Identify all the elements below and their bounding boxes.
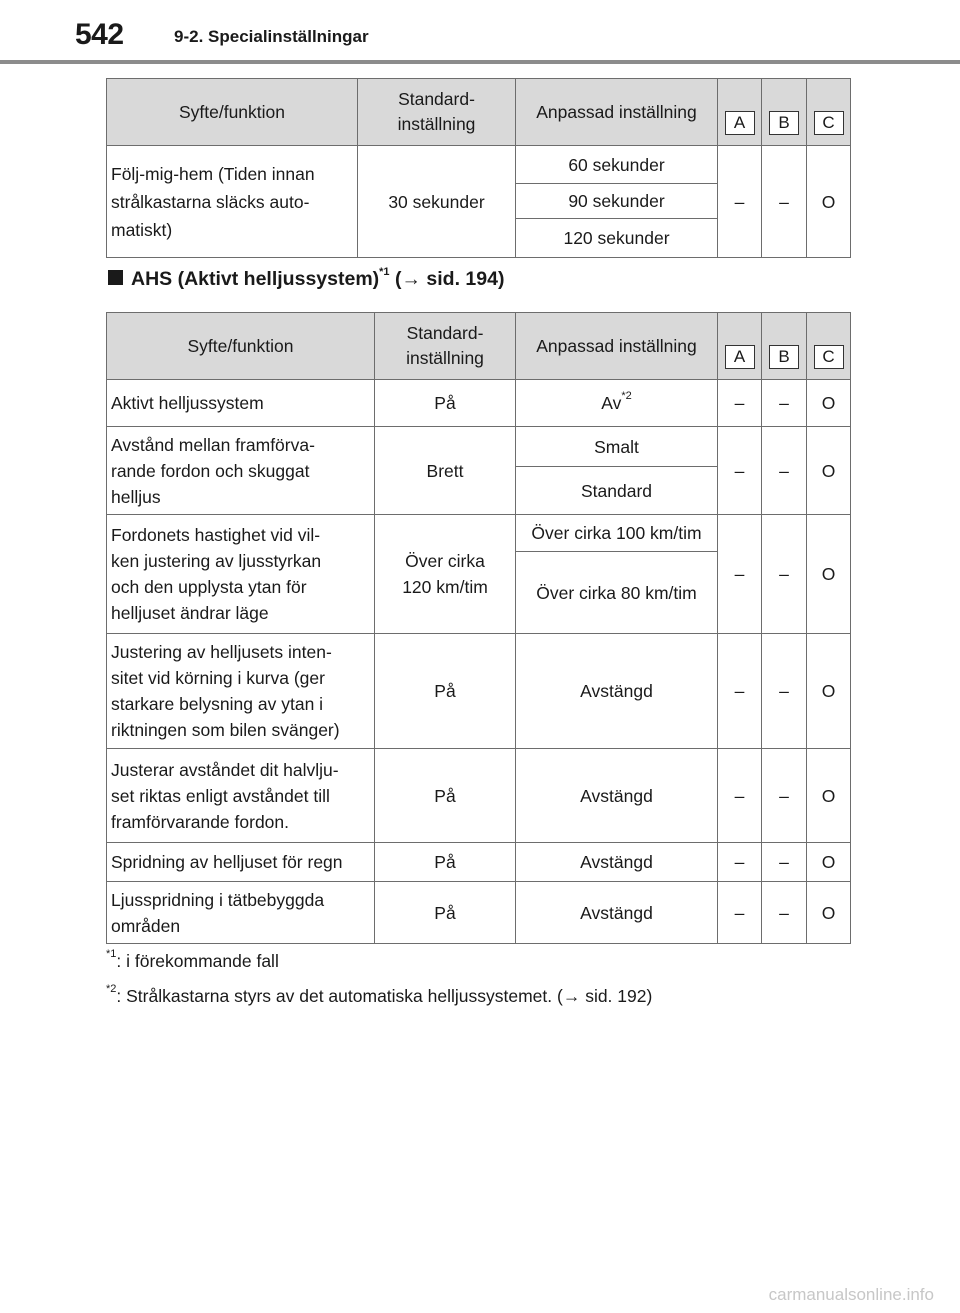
- footnote-marker: *1: [106, 948, 117, 961]
- function-line: områden: [111, 915, 181, 936]
- header-default-line2: inställning: [406, 348, 484, 368]
- page-reference[interactable]: sid. 192): [580, 986, 653, 1006]
- header-c: [807, 313, 851, 380]
- table-row: [107, 634, 851, 749]
- function-line: Ljusspridning i tätbebyggda: [111, 889, 325, 910]
- footnote-1: [106, 948, 279, 972]
- header-c: [807, 79, 851, 146]
- default-line: 120 km/tim: [402, 577, 488, 597]
- header-b: [762, 313, 807, 380]
- function-line: ken justering av ljusstyrkan: [111, 551, 322, 571]
- option-cell: Smalt: [516, 427, 718, 467]
- table-row: [107, 146, 851, 184]
- header-custom: Anpassad inställning: [516, 313, 718, 380]
- default-cell: På: [375, 634, 516, 749]
- page-reference[interactable]: sid. 194): [420, 268, 505, 290]
- subheading-text: AHS (Aktivt helljussystem): [131, 268, 380, 290]
- header-default-line1: Standard-: [398, 89, 475, 109]
- table-header-row: [107, 313, 851, 380]
- footnote-marker: *2: [106, 983, 117, 996]
- a-cell: –: [718, 882, 762, 944]
- c-cell: O: [807, 146, 851, 258]
- function-line: starkare belysning av ytan i: [111, 694, 324, 714]
- footnote-2: [106, 983, 653, 1007]
- function-line: sitet vid körning i kurva (ger: [111, 668, 325, 688]
- header-b: [762, 79, 807, 146]
- c-cell: O: [807, 380, 851, 427]
- header-divider: [0, 60, 960, 64]
- function-line: framförvarande fordon.: [111, 811, 290, 832]
- custom-cell: Avstängd: [516, 634, 718, 749]
- a-cell: –: [718, 146, 762, 258]
- c-cell: O: [807, 634, 851, 749]
- custom-cell: Avstängd: [516, 749, 718, 843]
- footnote-marker: *2: [621, 390, 632, 403]
- option-cell: 60 sekunder: [516, 146, 718, 184]
- table-row: [107, 843, 851, 882]
- column-b-icon: B: [769, 345, 799, 369]
- default-cell: På: [375, 882, 516, 944]
- table-row: [107, 882, 851, 944]
- a-cell: –: [718, 843, 762, 882]
- function-cell: [107, 634, 375, 749]
- page-header: [0, 0, 960, 70]
- c-cell: O: [807, 427, 851, 515]
- b-cell: –: [762, 427, 807, 515]
- subheading-ref-open: (: [389, 268, 402, 290]
- header-a: [718, 313, 762, 380]
- table-row: [107, 427, 851, 467]
- function-line: set riktas enligt avståndet till: [111, 785, 330, 806]
- footnote-text: : Strålkastarna styrs av det automatiska helljussystemet. (: [116, 986, 563, 1006]
- header-default: [358, 79, 516, 146]
- b-cell: –: [762, 843, 807, 882]
- default-cell: 30 sekunder: [358, 146, 516, 258]
- column-c-icon: C: [814, 111, 844, 135]
- c-cell: O: [807, 515, 851, 634]
- page-number: 542: [75, 18, 124, 51]
- c-cell: O: [807, 882, 851, 944]
- function-line: helljus: [111, 486, 161, 507]
- header-default-line1: Standard-: [406, 323, 484, 343]
- header-a: [718, 79, 762, 146]
- watermark: carmanualsonline.info: [768, 1285, 934, 1304]
- function-cell: [107, 146, 358, 258]
- function-line: riktningen som bilen svänger): [111, 720, 340, 740]
- default-cell: På: [375, 749, 516, 843]
- custom-cell: Avstängd: [516, 843, 718, 882]
- option-cell: Över cirka 100 km/tim: [516, 515, 718, 552]
- a-cell: –: [718, 634, 762, 749]
- function-cell: [107, 882, 375, 944]
- function-line: Justerar avståndet dit halvlju-: [111, 759, 339, 780]
- table-row: [107, 749, 851, 843]
- footnote-marker: *1: [379, 265, 390, 278]
- option-cell: Standard: [516, 467, 718, 515]
- function-line: Fordonets hastighet vid vil-: [111, 525, 321, 545]
- function-line: Justering av helljusets inten-: [111, 642, 332, 662]
- column-b-icon: B: [769, 111, 799, 135]
- header-function: Syfte/funktion: [107, 313, 375, 380]
- b-cell: –: [762, 749, 807, 843]
- table-header-row: [107, 79, 851, 146]
- b-cell: –: [762, 380, 807, 427]
- c-cell: O: [807, 749, 851, 843]
- function-cell: Spridning av helljuset för regn: [107, 843, 375, 882]
- a-cell: –: [718, 427, 762, 515]
- ahs-subheading: [108, 265, 505, 291]
- column-a-icon: A: [725, 111, 755, 135]
- function-cell: [107, 749, 375, 843]
- function-line: rande fordon och skuggat: [111, 460, 310, 481]
- custom-cell: Avstängd: [516, 882, 718, 944]
- square-bullet-icon: [108, 270, 123, 285]
- arrow-icon: →: [562, 986, 581, 1006]
- a-cell: –: [718, 380, 762, 427]
- table-row: [107, 380, 851, 427]
- column-a-icon: A: [725, 345, 755, 369]
- custom-cell: [516, 380, 718, 427]
- default-cell: På: [375, 843, 516, 882]
- option-cell: 120 sekunder: [516, 219, 718, 258]
- function-line: helljuset ändrar läge: [111, 603, 269, 623]
- default-cell: [375, 515, 516, 634]
- column-c-icon: C: [814, 345, 844, 369]
- function-cell: Aktivt helljussystem: [107, 380, 375, 427]
- header-function: Syfte/funktion: [107, 79, 358, 146]
- b-cell: –: [762, 146, 807, 258]
- header-custom: Anpassad inställning: [516, 79, 718, 146]
- function-line: Följ-mig-hem (Tiden innan: [111, 163, 315, 184]
- function-cell: [107, 515, 375, 634]
- b-cell: –: [762, 515, 807, 634]
- option-cell: Över cirka 80 km/tim: [516, 552, 718, 634]
- custom-value: Av: [601, 393, 622, 413]
- default-line: Över cirka: [405, 551, 485, 571]
- option-cell: 90 sekunder: [516, 184, 718, 219]
- function-cell: [107, 427, 375, 515]
- arrow-icon: →: [401, 268, 421, 290]
- function-line: Avstånd mellan framförva-: [111, 434, 315, 455]
- a-cell: –: [718, 749, 762, 843]
- default-cell: Brett: [375, 427, 516, 515]
- function-line: matiskt): [111, 219, 173, 240]
- follow-me-home-table: [106, 78, 851, 258]
- a-cell: –: [718, 515, 762, 634]
- b-cell: –: [762, 882, 807, 944]
- header-default: [375, 313, 516, 380]
- ahs-settings-table: [106, 312, 851, 944]
- header-default-line2: inställning: [397, 114, 476, 134]
- c-cell: O: [807, 843, 851, 882]
- b-cell: –: [762, 634, 807, 749]
- default-cell: På: [375, 380, 516, 427]
- function-line: och den upplysta ytan för: [111, 577, 307, 597]
- table-row: [107, 515, 851, 552]
- function-line: strålkastarna släcks auto-: [111, 191, 310, 212]
- section-title: 9-2. Specialinställningar: [174, 27, 369, 46]
- footnote-text: : i förekommande fall: [116, 951, 279, 971]
